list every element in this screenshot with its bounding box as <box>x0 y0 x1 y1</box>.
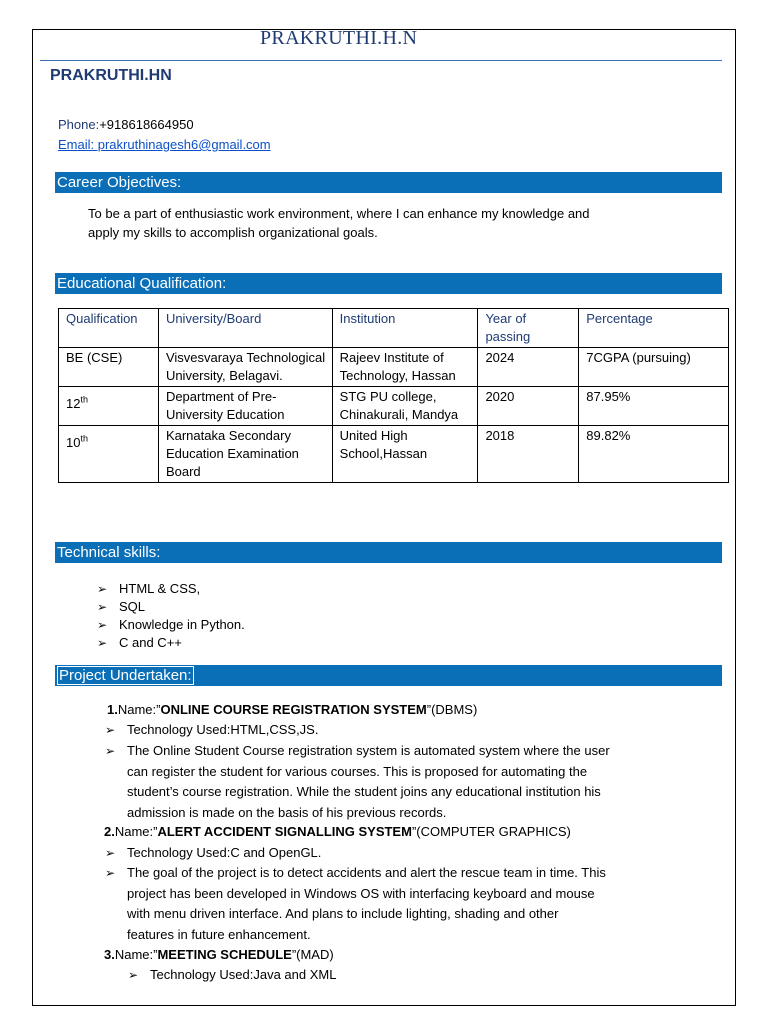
table-cell: Karnataka Secondary Education Examination Board <box>158 426 332 483</box>
header-cell: Qualification <box>59 309 159 348</box>
email-line <box>58 137 271 152</box>
project-number: 2. <box>104 824 115 839</box>
list-item: ➢ C and C++ <box>97 635 182 650</box>
career-line-2: apply my skills to accomplish organizational goals. <box>88 225 378 240</box>
project-title: MEETING SCHEDULE <box>157 947 292 962</box>
qualification-12th: 12th <box>66 395 88 412</box>
section-technical-skills <box>55 542 722 563</box>
project-1-name: 1.Name:”ONLINE COURSE REGISTRATION SYSTEM”(DBMS) <box>107 702 478 717</box>
table-cell: 2020 <box>478 387 579 426</box>
section-title: Career Objectives: <box>57 174 182 191</box>
phone-value: +918618664950 <box>99 117 194 132</box>
project-title: ALERT ACCIDENT SIGNALLING SYSTEM <box>157 824 412 839</box>
arrow-bullet-icon: ➢ <box>105 723 116 737</box>
ordinal-suffix: th <box>80 434 88 444</box>
table-cell: 7CGPA (pursuing) <box>579 348 729 387</box>
header-divider <box>40 60 722 61</box>
table-cell: BE (CSE) <box>59 348 159 387</box>
section-title: Project Undertaken: <box>59 667 192 684</box>
education-table <box>58 308 729 483</box>
list-item: ➢ SQL <box>97 599 146 614</box>
project-2-name: 2.Name:”ALERT ACCIDENT SIGNALLING SYSTEM”(COMPUTER GRAPHICS) <box>104 824 571 839</box>
arrow-bullet-icon: ➢ <box>97 636 108 650</box>
project-1-desc: ➢ The Online Student Course registration system is automated system where the user can register the student for various courses. This is proposed for automating the student’s course registration. While the student joins any educational institution his admission is made on the basis of his previous records. <box>105 743 610 820</box>
qualification-10th: 10th <box>66 434 88 451</box>
ordinal-suffix: th <box>80 395 88 405</box>
arrow-bullet-icon: ➢ <box>105 846 116 860</box>
candidate-name: PRAKRUTHI.HN <box>50 67 172 84</box>
skills-list <box>97 580 245 652</box>
table-cell: United High School,Hassan <box>332 426 478 483</box>
table-row <box>59 426 729 483</box>
table-cell <box>59 387 159 426</box>
project-1-tech: ➢ Technology Used:HTML,CSS,JS. <box>105 720 318 741</box>
section-educational-qualification <box>55 273 722 294</box>
arrow-bullet-icon: ➢ <box>97 582 108 596</box>
header-cell: Percentage <box>579 309 729 348</box>
table-cell: 89.82% <box>579 426 729 483</box>
table-cell: Department of Pre-University Education <box>158 387 332 426</box>
section-career-objectives <box>55 172 722 193</box>
project-number: 1. <box>107 702 118 717</box>
arrow-bullet-icon: ➢ <box>97 600 108 614</box>
section-project-undertaken <box>55 665 722 686</box>
table-cell <box>59 426 159 483</box>
header-name: PRAKRUTHI.H.N <box>260 27 418 49</box>
table-cell: 87.95% <box>579 387 729 426</box>
career-objective-text <box>88 204 590 242</box>
table-cell: 2024 <box>478 348 579 387</box>
header-cell: Year of passing <box>478 309 579 348</box>
arrow-bullet-icon: ➢ <box>128 968 139 982</box>
table-cell: 2018 <box>478 426 579 483</box>
project-3-name: 3.Name:”MEETING SCHEDULE”(MAD) <box>104 947 334 962</box>
phone-line <box>58 117 194 132</box>
email-link[interactable]: Email: prakruthinagesh6@gmail.com <box>58 137 271 152</box>
table-row <box>59 387 729 426</box>
project-2-tech: ➢ Technology Used:C and OpenGL. <box>105 843 321 864</box>
project-2-desc: ➢ The goal of the project is to detect accidents and alert the rescue team in time. This project has been developed in Windows OS with interfacing keyboard and mouse with menu driven interface. And plans to include lighting, shading and other features in future enhancement. <box>105 865 606 942</box>
arrow-bullet-icon: ➢ <box>105 866 116 880</box>
arrow-bullet-icon: ➢ <box>105 744 116 758</box>
table-cell: Rajeev Institute of Technology, Hassan <box>332 348 478 387</box>
project-3-tech: ➢ Technology Used:Java and XML <box>128 965 336 986</box>
career-line-1: To be a part of enthusiastic work environment, where I can enhance my knowledge and <box>88 206 590 221</box>
phone-label: Phone: <box>58 117 100 132</box>
list-item: ➢ Knowledge in Python. <box>97 617 245 632</box>
table-row <box>59 348 729 387</box>
arrow-bullet-icon: ➢ <box>97 618 108 632</box>
table-header-row <box>59 309 729 348</box>
project-title: ONLINE COURSE REGISTRATION SYSTEM <box>160 702 427 717</box>
section-title: Educational Qualification: <box>57 275 227 292</box>
project-number: 3. <box>104 947 115 962</box>
section-title: Technical skills: <box>57 544 161 561</box>
header-cell: University/Board <box>158 309 332 348</box>
header-cell: Institution <box>332 309 478 348</box>
list-item: ➢ HTML & CSS, <box>97 581 201 596</box>
table-cell: Visvesvaraya Technological University, Belagavi. <box>158 348 332 387</box>
table-cell: STG PU college, Chinakurali, Mandya <box>332 387 478 426</box>
